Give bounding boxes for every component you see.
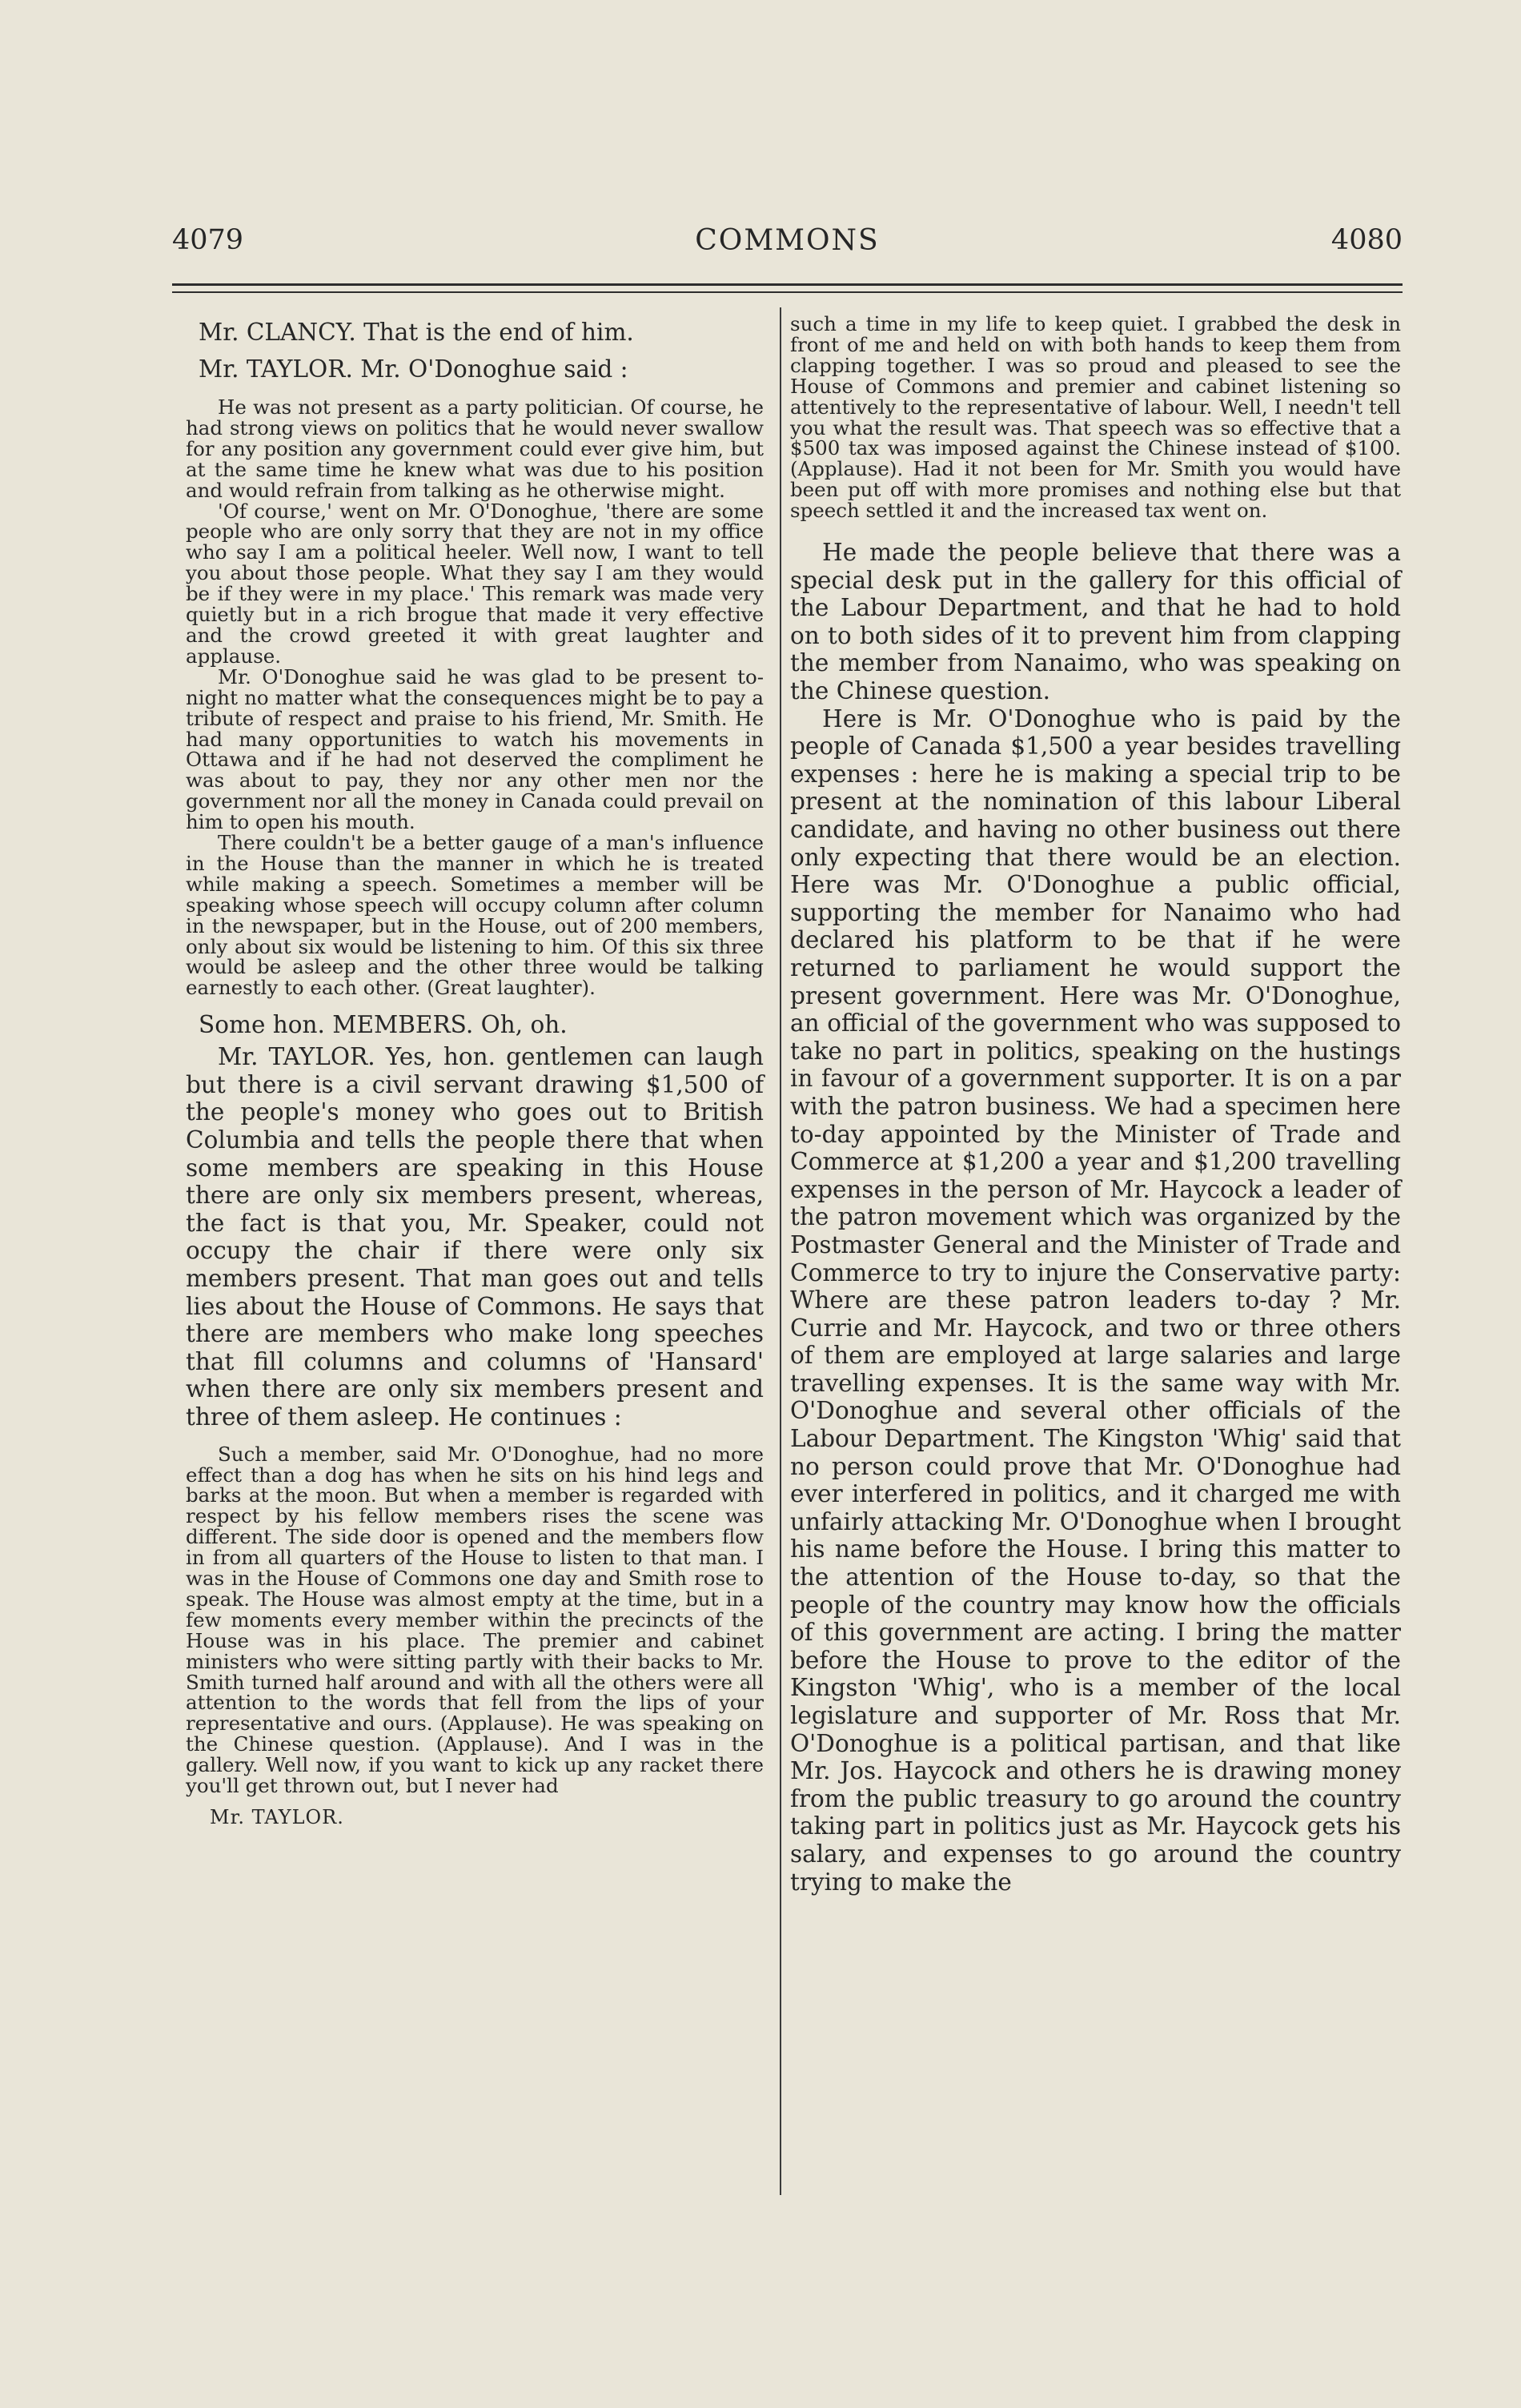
header-rule-thick (172, 283, 1403, 286)
speaker-line-clancy: Mr. CLANCY. That is the end of him. (199, 319, 634, 346)
right-column (790, 314, 1401, 1896)
quoted-paragraph: Mr. O'Donoghue said he was glad to be present to-night no matter what the consequences might be to pay a tribute of respect and praise to his friend, Mr. Smith. He had many opportunities to watch his movements in Ottawa and if he had not deserved the compliment he was about to pay, they nor any other men nor the government nor all the money in Canada could prevail on him to open his mouth. (186, 664, 764, 834)
column-divider (780, 307, 781, 2195)
left-column (186, 314, 764, 1828)
page-number-left: 4079 (172, 224, 244, 256)
speech-paragraph: He made the people believe that there was a special desk put in the gallery for this official of the Labour Department, and that he had to hold on to both sides of it to prevent him from clapping the member from Nanaimo, who was speaking on the Chinese question. (790, 539, 1401, 705)
quoted-paragraph: Such a member, said Mr. O'Donoghue, had no more effect than a dog has when he sits on his hind legs and barks at the moon. But when a member is regarded with respect by his fellow members rises the scene was different. The side door is opened and the members flow in from all quarters of the House to listen to that man. I was in the House of Commons one day and Smith rose to speak. The House was almost empty at the time, but in a few moments every member within the precincts of the House was in his place. The premier and cabinet ministers who were sitting partly with their backs to Mr. Smith turned half around and with all the others were all attention to the words that fell from the lips of your representative and ours. (Applause). He was speaking on the Chinese question. (Applause). And I was in the gallery. Well now, if you want to kick up any racket there you'll get thrown out, but I never had (186, 1442, 764, 1798)
page-title: COMMONS (695, 224, 880, 257)
speaker-line-members: Some hon. MEMBERS. Oh, oh. (199, 1011, 568, 1039)
quoted-paragraph: such a time in my life to keep quiet. I grabbed the desk in front of me and held on with both hands to keep them from clapping together. I was so proud and pleased to see the House of Commons and premier and cabinet listening so attentively to the representative of labour. Well, I needn't tell you what the result was. That speech was so effective that a $500 tax was imposed against the Chinese instead of $100. (Applause). Had it not been for Mr. Smith you would have been put off with more promises and nothing else but that speech settled it and the increased tax went on. (790, 312, 1401, 523)
header-rule-thin (172, 291, 1403, 293)
page-header (172, 224, 1403, 264)
page-number-right: 4080 (1330, 224, 1403, 256)
quoted-paragraph: 'Of course,' went on Mr. O'Donoghue, 'there are some people who are only sorry that they are not in my office who say I am a political heeler. Well now, I want to tell you about those people. What they say I am they would be if they were in my place.' This remark was made very quietly but in a rich brogue that made it very effective and the crowd greeted it with great laughter and applause. (186, 499, 764, 668)
quoted-paragraph: He was not present as a party politician. Of course, he had strong views on politics that he would never swallow for any position any government could ever give him, but at the same time he knew what was due to his position and would refrain from talking as he otherwise might. (186, 395, 764, 502)
page-footer-speaker: Mr. TAYLOR. (210, 1806, 344, 1828)
speaker-line-taylor: Mr. TAYLOR. Mr. O'Donoghue said : (199, 355, 628, 383)
quoted-paragraph: There couldn't be a better gauge of a man's influence in the House than the manner in which he is treated while making a speech. Sometimes a member will be speaking whose speech will occupy column after column in the newspaper, but in the House, out of 200 members, only about six would be listening to him. Of this six three would be asleep and the other three would be talking earnestly to each other. (Great laughter). (186, 831, 764, 1000)
speech-paragraph: Here is Mr. O'Donoghue who is paid by the people of Canada $1,500 a year besides travelling expenses : here he is making a special trip to be present at the nomination of this labour Liberal candidate, and having no other business out there only expecting that there would be an election. Here was Mr. O'Donoghue a public official, supporting the member for Nanaimo who had declared his platform to be that if he were returned to parliament he would support the present government. Here was Mr. O'Donoghue, an official of the government who was supposed to take no part in politics, speaking on the hustings in favour of a government supporter. It is on a par with the patron business. We had a specimen here to-day appointed by the Minister of Trade and Commerce at $1,200 a year and $1,200 travelling expenses in the person of Mr. Haycock a leader of the patron movement which was organized by the Postmaster General and the Minister of Trade and Commerce to try to injure the Conservative party: Where are these patron leaders to-day ? Mr. Currie and Mr. Haycock, and two or three others of them are employed at large salaries and large travelling expenses. It is the same way with Mr. O'Donoghue and several other officials of the Labour Department. The Kingston 'Whig' said that no person could prove that Mr. O'Donoghue had ever interfered in politics, and it charged me with unfairly attacking Mr. O'Donoghue when I brought his name before the House. I bring this matter to the attention of the House to-day, so that the people of the country may know how the officials of this government are acting. I bring the matter before the House to prove to the editor of the Kingston 'Whig', who is a member of the local legislature and supporter of Mr. Ross that Mr. O'Donoghue is a political partisan, and that like Mr. Jos. Haycock and others he is drawing money from the public treasury to go around the country taking part in politics just as Mr. Haycock gets his salary, and expenses to go around the country trying to make the (790, 704, 1401, 1896)
speech-paragraph: Mr. TAYLOR. Yes, hon. gentlemen can laugh but there is a civil servant drawing $1,500 of the people's money who goes out to British Columbia and tells the people there that when some members are speaking in this House there are only six members present, whereas, the fact is that you, Mr. Speaker, could not occupy the chair if there were only six members present. That man goes out and tells lies about the House of Commons. He says that there are members who make long speeches that fill columns and columns of 'Hansard' when there are only six members present and three of them asleep. He continues : (186, 1043, 764, 1431)
